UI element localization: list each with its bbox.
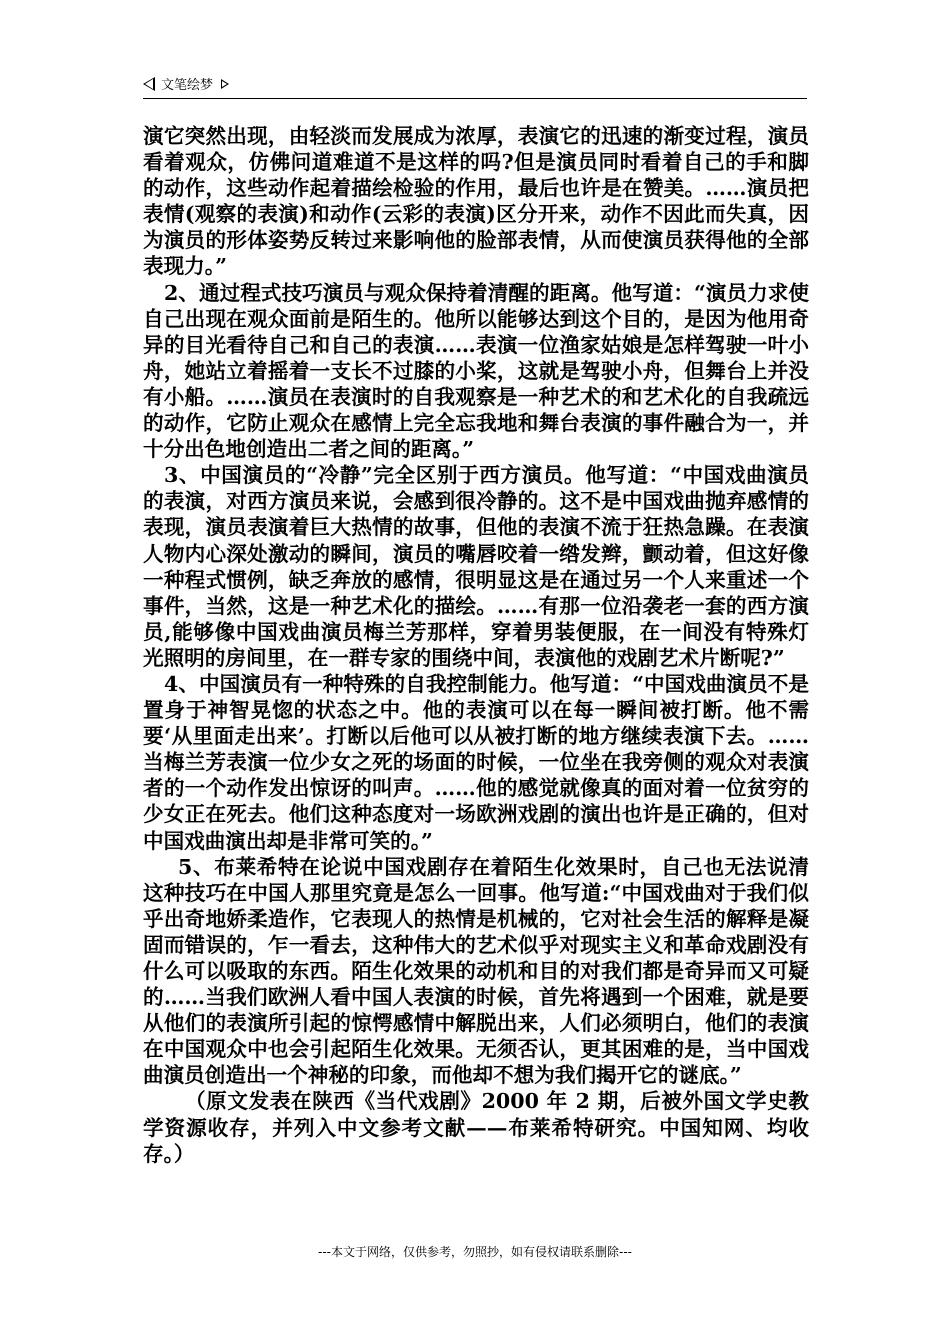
- page-header: [143, 70, 807, 99]
- triangle-right-icon: [221, 79, 229, 89]
- paragraph-5: 5、布莱希特在论说中国戏剧存在着陌生化效果时，自己也无法说清这种技巧在中国人那里究竟是怎么一回事。他写道:“中国戏曲对于我们似乎出奇地娇柔造作，它表现人的热情是机械的，它对社会生活的解释是凝固而错误的，乍一看去，这种伟大的艺术似乎对现实主义和革命戏剧没有什么可以吸取的东西。陌生化效果的动机和目的对我们都是奇异而又可疑的……当我们欧洲人看中国人表演的时候，首先将遇到一个困难，就是要从他们的表演所引起的惊愕感情中解脱出来，人们必须明白，他们的表演在中国观众中也会引起陌生化效果。无须否认，更其困难的是，当中国戏曲演员创造出一个神秘的印象，而他却不想为我们揭开它的谜底。”: [143, 854, 809, 1088]
- header-brand: [143, 74, 229, 93]
- header-title: 文笔绘梦: [161, 78, 214, 93]
- paragraph-4: 4、中国演员有一种特殊的自我控制能力。他写道：“中国戏曲演员不是置身于神智晃惚的状态之中。他的表演可以在每一瞬间被打断。他不需要‘从里面走出来’。打断以后他可以从被打断的地方继续表演下去。……当梅兰芳表演一位少女之死的场面的时候，一位坐在我旁侧的观众对表演者的一个动作发出惊讶的叫声。……他的感觉就像真的面对着一位贫穷的少女正在死去。他们这种态度对一场欧洲戏剧的演出也许是正确的，但对中国戏曲演出却是非常可笑的。”: [143, 671, 809, 853]
- paragraph-6: （原文发表在陕西《当代戏剧》2000 年 2 期，后被外国文学史教学资源收存，并列入中文参考文献——布莱希特研究。中国知网、均收存。）: [143, 1089, 809, 1166]
- triangle-left-icon: [143, 77, 155, 91]
- paragraph-1: 演它突然出现，由轻淡而发展成为浓厚，表演它的迅速的渐变过程，演员看着观众，仿佛问道难道不是这样的吗?但是演员同时看着自己的手和脚的动作，这些动作起着描绘检验的作用，最后也许是在赞美。……演员把表情(观察的表演)和动作(云彩的表演)区分开来，动作不因此而失真，因为演员的形体姿势反转过来影响他的脸部表情，从而使演员获得他的全部表现力。”: [143, 124, 809, 279]
- document-body: [143, 123, 809, 1167]
- footer-notice: ---本文于网络，仅供参考，勿照抄，如有侵权请联系删除---: [318, 1245, 632, 1259]
- paragraph-2: 2、通过程式技巧演员与观众保持着清醒的距离。他写道：“演员力求使自己出现在观众面前是陌生的。他所以能够达到这个目的，是因为他用奇异的目光看待自己和自己的表演……表演一位渔家姑娘是怎样驾驶一叶小舟，她站立着摇着一支长不过膝的小桨，这就是驾驶小舟，但舞台上并没有小船。……演员在表演时的自我观察是一种艺术的和艺术化的自我疏远的动作，它防止观众在感情上完全忘我地和舞台表演的事件融合为一，并十分出色地创造出二者之间的距离。”: [143, 280, 809, 462]
- paragraph-3: 3、中国演员的“冷静”完全区别于西方演员。他写道：“中国戏曲演员的表演，对西方演员来说，会感到很冷静的。这不是中国戏曲抛弃感情的表现，演员表演着巨大热情的故事，但他的表演不流于狂热急躁。在表演人物内心深处激动的瞬间，演员的嘴唇咬着一绺发辫，颤动着，但这好像一种程式惯例，缺乏奔放的感情，很明显这是在通过另一个人来重述一个事件，当然，这是一种艺术化的描绘。……有那一位沿袭老一套的西方演员,能够像中国戏曲演员梅兰芳那样，穿着男装便服，在一间没有特殊灯光照明的房间里，在一群专家的围绕中间，表演他的戏剧艺术片断呢?”: [143, 463, 809, 670]
